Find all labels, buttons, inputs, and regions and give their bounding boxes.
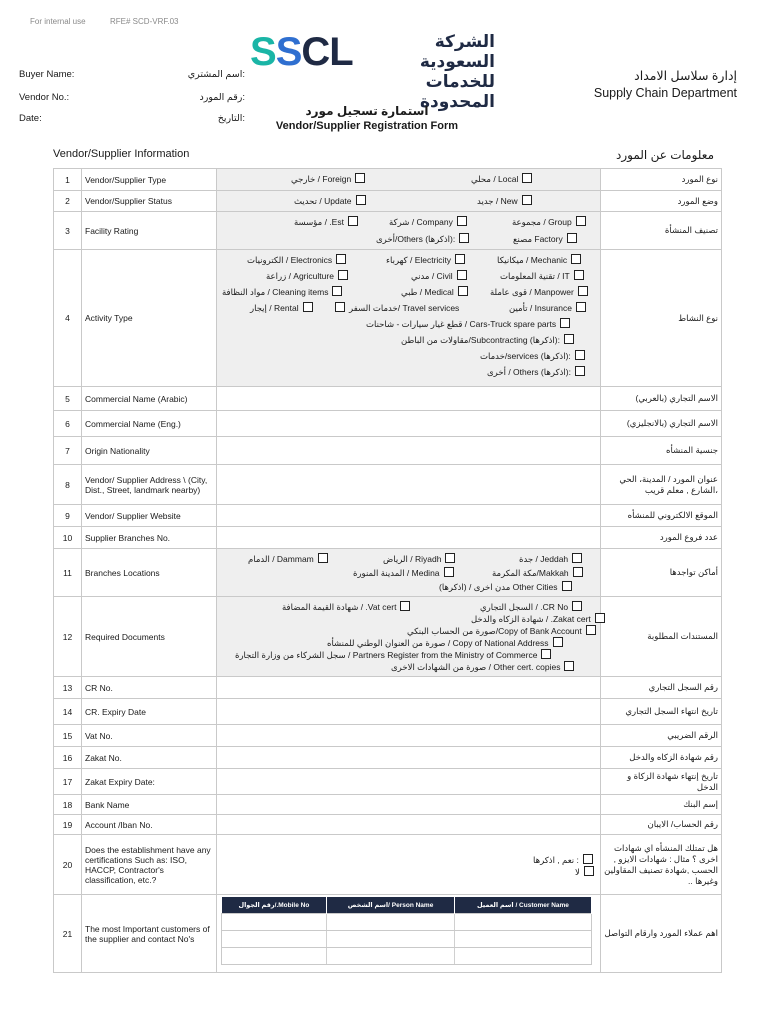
table-row [54, 465, 722, 505]
activity-type-options [217, 250, 601, 387]
date-label: Date: [19, 113, 42, 124]
option-mechanic-label: ميكانيكا / Mechanic [497, 255, 568, 265]
checkbox-carparts[interactable] [560, 318, 570, 328]
row-number: 17 [54, 769, 82, 795]
row-number: 20 [54, 835, 82, 895]
option-civil[interactable] [411, 270, 467, 282]
option-cert-no-label: لا [575, 867, 580, 877]
checkbox-est[interactable] [348, 216, 358, 226]
option-mechanic[interactable] [497, 254, 581, 266]
option-carparts-label: قطع غيار سيارات - شاحنات / Cars-Truck spare parts [366, 319, 557, 329]
checkbox-cert-no[interactable] [584, 866, 594, 876]
checkbox-new[interactable] [522, 195, 532, 205]
row-number: 1 [54, 169, 82, 191]
option-activity-others[interactable] [487, 366, 585, 378]
form-title-en: Vendor/Supplier Registration Form [275, 120, 459, 132]
row-label-en: The most Important customers of the supplier and contact No's [82, 895, 217, 973]
checkbox-services[interactable] [575, 350, 585, 360]
table-row [54, 169, 722, 191]
table-row [54, 725, 722, 747]
table-row [54, 549, 722, 597]
form-reference: RFE# SCD-VRF.03 [110, 17, 179, 26]
row-label-ar: تاريخ انتهاء السجل التجاري [601, 699, 722, 725]
required-documents-options [217, 597, 601, 677]
option-insurance[interactable] [509, 302, 586, 314]
department-name-en: Supply Chain Department [593, 86, 737, 100]
option-bank-account-label: صورة من الحساب البنكي/Copy of Bank Account [407, 626, 582, 636]
row-label-en: Activity Type [82, 250, 217, 387]
option-electronics[interactable] [247, 254, 346, 266]
option-activity-others-label: أخرى / Others (اذكرها): [487, 367, 571, 377]
row-label-en: Branches Locations [82, 549, 217, 597]
row-label-en: Does the establishment have any certifications Such as: ISO, HACCP, Contractor's classification, etc.? [82, 835, 217, 895]
row-number: 21 [54, 895, 82, 973]
table-row [54, 250, 722, 387]
row-label-ar: وضع المورد [601, 191, 722, 212]
row-label-ar: هل تمتلك المنشأه اي شهادات اخرى ؟ مثال : شهادات الايزو , الحسب ,شهادة تصنيف المقاولين وغيرها .. [601, 835, 722, 895]
row-number: 7 [54, 437, 82, 465]
row-label-ar: رقم السجل التجاري [601, 677, 722, 699]
option-company-label: شركة / Company [389, 217, 453, 227]
row-number: 4 [54, 250, 82, 387]
table-row [54, 597, 722, 677]
option-medina-label: المدينة المنورة / Medina [353, 568, 440, 578]
option-partners-register-label: سجل الشركاء من وزارة التجارة / Partners Register from the Ministry of Commerce [235, 650, 538, 660]
table-row [54, 815, 722, 835]
row-label-ar: الموقع الالكتروني للمنشأه [601, 505, 722, 527]
row-number: 8 [54, 465, 82, 505]
vat-no-field[interactable] [217, 725, 601, 747]
customer-row [222, 931, 592, 948]
option-riyadh-label: الرياض / Riyadh [383, 554, 442, 564]
person-input[interactable] [327, 948, 455, 965]
row-label-ar: جنسية المنشأه [601, 437, 722, 465]
option-insurance-label: تأمين / Insurance [509, 303, 572, 313]
option-cert-no[interactable] [575, 866, 594, 878]
row-label-ar: عنوان المورد / المدينة، الحي ،الشارع , معلم قريب [601, 465, 722, 505]
checkbox-company[interactable] [457, 216, 467, 226]
col-customer: اسم العميل / Customer Name [454, 897, 591, 914]
row-label-ar: الاسم التجاري (بالانجليزي) [601, 411, 722, 437]
iban-field[interactable] [217, 815, 601, 835]
option-manpower[interactable] [490, 286, 588, 298]
option-other-cities[interactable] [439, 581, 572, 593]
option-subcontracting[interactable] [401, 334, 574, 346]
company-name-arabic [355, 32, 495, 112]
table-row [54, 437, 722, 465]
option-it[interactable] [500, 270, 584, 282]
row-label-ar: نوع المورد [601, 169, 722, 191]
option-medina[interactable] [353, 567, 454, 579]
section-title-en: Vendor/Supplier Information [53, 148, 190, 160]
checkbox-activity-others[interactable] [575, 366, 585, 376]
table-row [54, 411, 722, 437]
row-label-ar: اهم عملاء المورد وارقام التواصل [601, 895, 722, 973]
option-local-label: محلي / Local [471, 174, 519, 184]
row-label-en: Zakat Expiry Date: [82, 769, 217, 795]
customers-cell [217, 895, 601, 973]
option-agriculture-label: زراعة / Agriculture [266, 271, 334, 281]
table-row [54, 212, 722, 250]
checkbox-subcontracting[interactable] [564, 334, 574, 344]
option-others[interactable] [376, 233, 469, 245]
row-number: 9 [54, 505, 82, 527]
option-medical-label: طبي / Medical [401, 287, 454, 297]
row-label-en: Vendor/ Supplier Website [82, 505, 217, 527]
checkbox-manpower[interactable] [578, 286, 588, 296]
table-row [54, 677, 722, 699]
address-field[interactable] [217, 465, 601, 505]
table-row [54, 769, 722, 795]
row-label-en: Vat No. [82, 725, 217, 747]
row-label-ar: إسم البنك [601, 795, 722, 815]
option-vat-cert[interactable] [282, 601, 410, 613]
option-bank-account[interactable] [407, 625, 596, 637]
row-number: 14 [54, 699, 82, 725]
checkbox-dammam[interactable] [318, 553, 328, 563]
checkbox-foreign[interactable] [355, 173, 365, 183]
option-civil-label: مدني / Civil [411, 271, 453, 281]
checkbox-local[interactable] [522, 173, 532, 183]
origin-nationality-field[interactable] [217, 437, 601, 465]
vendor-status-options [217, 191, 601, 212]
option-group-label: مجموعة / Group [512, 217, 572, 227]
row-label-en: Vendor/Supplier Status [82, 191, 217, 212]
row-label-ar: الاسم التجاري (بالعربي) [601, 387, 722, 411]
row-label-en: Vendor/Supplier Type [82, 169, 217, 191]
customer-input[interactable] [454, 931, 591, 948]
checkbox-national-address[interactable] [553, 637, 563, 647]
option-company[interactable] [389, 216, 467, 228]
internal-use-label: For internal use [30, 17, 86, 26]
checkbox-medical[interactable] [458, 286, 468, 296]
row-label-en: CR No. [82, 677, 217, 699]
row-label-ar: تاريخ إنتهاء شهادة الزكاة و الدخل [601, 769, 722, 795]
option-travel-label: خدمات السفر/ Travel services [349, 303, 460, 313]
option-update-label: تحديث / Update [294, 196, 352, 206]
row-label-ar: المستندات المطلوبة [601, 597, 722, 677]
checkbox-mechanic[interactable] [571, 254, 581, 264]
row-label-en: Origin Nationality [82, 437, 217, 465]
option-other-certs-label: صورة من الشهادات الاخرى / Other cert. copies [391, 662, 561, 672]
row-number: 11 [54, 549, 82, 597]
option-vat-cert-label: شهادة القيمة المضافة / .Vat cert [282, 602, 397, 612]
table-row [54, 835, 722, 895]
checkbox-update[interactable] [356, 195, 366, 205]
table-row [54, 895, 722, 973]
option-est-label: مؤسسة / .Est [294, 217, 344, 227]
option-dammam[interactable] [248, 553, 328, 565]
cr-no-field[interactable] [217, 677, 601, 699]
company-name-line1: الشركة السعودية [419, 32, 495, 71]
table-row [54, 387, 722, 411]
option-national-address-label: صورة من العنوان الوطني للمنشأه / Copy of National Address [327, 638, 549, 648]
date-label-ar: التاريخ: [217, 113, 245, 124]
cr-expiry-field[interactable] [217, 699, 601, 725]
person-input[interactable] [327, 931, 455, 948]
option-rental-label: إيجار / Rental [250, 303, 299, 313]
option-cert-yes[interactable] [533, 854, 593, 866]
option-other-certs[interactable] [391, 661, 574, 673]
company-logo: SSCL [250, 30, 353, 74]
option-other-cities-label: مدن اخرى / (اذكرها) Other Cities [439, 582, 558, 592]
company-name-line2: للخدمات المحدودة [419, 72, 495, 111]
website-field[interactable] [217, 505, 601, 527]
vendor-no-label-ar: رقم المورد: [199, 92, 245, 103]
checkbox-medina[interactable] [444, 567, 454, 577]
option-services-label: خدمات/services (اذكرها): [480, 351, 571, 361]
buyer-name-label: Buyer Name: [19, 69, 75, 80]
vendor-info-table [53, 168, 722, 973]
option-cr-no-label: السجل التجاري / .CR No [480, 602, 569, 612]
buyer-name-label-ar: اسم المشتري: [187, 69, 245, 80]
checkbox-it[interactable] [574, 270, 584, 280]
checkbox-other-certs[interactable] [564, 661, 574, 671]
option-update[interactable] [294, 195, 366, 207]
mobile-input[interactable] [222, 914, 327, 931]
row-label-en: Facility Rating [82, 212, 217, 250]
option-carparts[interactable] [366, 318, 570, 330]
commercial-name-ar-field[interactable] [217, 387, 601, 411]
row-number: 2 [54, 191, 82, 212]
mobile-input[interactable] [222, 931, 327, 948]
row-number: 15 [54, 725, 82, 747]
row-label-ar: الرقم الضريبي [601, 725, 722, 747]
checkbox-riyadh[interactable] [445, 553, 455, 563]
option-factory-label: مصنع Factory [513, 234, 563, 244]
checkbox-travel[interactable] [335, 302, 345, 312]
branches-no-field[interactable] [217, 527, 601, 549]
checkbox-insurance[interactable] [576, 302, 586, 312]
option-manpower-label: قوى عاملة / Manpower [490, 287, 574, 297]
customer-row [222, 914, 592, 931]
row-label-en: Required Documents [82, 597, 217, 677]
commercial-name-en-field[interactable] [217, 411, 601, 437]
col-mobile: رقم الجوال/.Mobile No [222, 897, 327, 914]
row-label-en: CR. Expiry Date [82, 699, 217, 725]
option-jeddah-label: جدة / Jeddah [519, 554, 569, 564]
row-label-ar: عدد فروع المورد [601, 527, 722, 549]
option-riyadh[interactable] [383, 553, 455, 565]
option-subcontracting-label: مقاولات من الباطن/Subcontracting (اذكرها): [401, 335, 560, 345]
option-factory[interactable] [513, 233, 577, 245]
option-cleaning[interactable] [222, 286, 342, 298]
section-title-ar: معلومات عن المورد [616, 148, 714, 162]
col-person: اسم الشخص/ Person Name [327, 897, 455, 914]
checkbox-partners-register[interactable] [541, 649, 551, 659]
checkbox-civil[interactable] [457, 270, 467, 280]
option-cr-no[interactable] [480, 601, 582, 613]
option-local[interactable] [471, 173, 532, 185]
checkbox-group[interactable] [576, 216, 586, 226]
row-number: 5 [54, 387, 82, 411]
option-travel[interactable] [335, 302, 459, 314]
option-medical[interactable] [401, 286, 468, 298]
option-rental[interactable] [250, 302, 313, 314]
checkbox-others[interactable] [459, 233, 469, 243]
row-label-en: Commercial Name (Arabic) [82, 387, 217, 411]
row-label-ar: رقم شهادة الزكاه والدخل [601, 747, 722, 769]
option-foreign[interactable] [291, 173, 365, 185]
certifications-options [217, 835, 601, 895]
row-number: 19 [54, 815, 82, 835]
row-label-en: Bank Name [82, 795, 217, 815]
option-cleaning-label: مواد النظافة / Cleaning items [222, 287, 329, 297]
option-est[interactable] [294, 216, 358, 228]
mobile-input[interactable] [222, 948, 327, 965]
checkbox-cleaning[interactable] [332, 286, 342, 296]
checkbox-jeddah[interactable] [572, 553, 582, 563]
row-number: 18 [54, 795, 82, 815]
option-makkah[interactable] [492, 567, 583, 579]
option-zakat-cert[interactable] [471, 613, 605, 625]
row-label-en: Vendor/ Supplier Address \ (City, Dist., Street, landmark nearby) [82, 465, 217, 505]
checkbox-vat-cert[interactable] [400, 601, 410, 611]
department-name-ar: إدارة سلاسل الامداد [634, 69, 737, 83]
table-row [54, 699, 722, 725]
option-new[interactable] [477, 195, 532, 207]
vendor-no-label: Vendor No.: [19, 92, 70, 103]
row-label-ar: أماكن تواجدها [601, 549, 722, 597]
table-row [54, 505, 722, 527]
option-new-label: جديد / New [477, 196, 518, 206]
facility-rating-options [217, 212, 601, 250]
customer-input[interactable] [454, 914, 591, 931]
zakat-expiry-field[interactable] [217, 769, 601, 795]
option-makkah-label: مكة المكرمة/Makkah [492, 568, 569, 578]
checkbox-electronics[interactable] [336, 254, 346, 264]
checkbox-cr-no[interactable] [572, 601, 582, 611]
row-number: 6 [54, 411, 82, 437]
customer-input[interactable] [454, 948, 591, 965]
row-label-ar: تصنيف المنشأة [601, 212, 722, 250]
checkbox-zakat-cert[interactable] [595, 613, 605, 623]
row-number: 12 [54, 597, 82, 677]
bank-name-field[interactable] [217, 795, 601, 815]
row-label-en: Account /Iban No. [82, 815, 217, 835]
customer-row [222, 948, 592, 965]
option-services[interactable] [480, 350, 585, 362]
option-foreign-label: خارجي / Foreign [291, 174, 352, 184]
row-number: 3 [54, 212, 82, 250]
table-row [54, 527, 722, 549]
option-it-label: تقنية المعلومات / IT [500, 271, 570, 281]
row-number: 16 [54, 747, 82, 769]
option-dammam-label: الدمام / Dammam [248, 554, 314, 564]
row-number: 13 [54, 677, 82, 699]
checkbox-other-cities[interactable] [562, 581, 572, 591]
table-row [54, 795, 722, 815]
option-others-label: أخرى/Others (اذكرها): [376, 234, 456, 244]
zakat-no-field[interactable] [217, 747, 601, 769]
option-national-address[interactable] [327, 637, 563, 649]
vendor-type-options [217, 169, 601, 191]
checkbox-factory[interactable] [567, 233, 577, 243]
option-electricity-label: كهرباء / Electricity [386, 255, 452, 265]
form-title-ar: استمارة تسجيل مورد [305, 104, 429, 118]
row-label-en: Supplier Branches No. [82, 527, 217, 549]
option-electronics-label: الكترونيات / Electronics [247, 255, 333, 265]
row-label-en: Commercial Name (Eng.) [82, 411, 217, 437]
checkbox-agriculture[interactable] [338, 270, 348, 280]
option-cert-yes-label: نعم , اذكرها : [533, 855, 579, 865]
customers-table [221, 897, 592, 965]
checkbox-electricity[interactable] [455, 254, 465, 264]
table-row [54, 191, 722, 212]
branches-locations-options [217, 549, 601, 597]
option-agriculture[interactable] [266, 270, 348, 282]
table-row [54, 747, 722, 769]
option-group[interactable] [512, 216, 586, 228]
option-jeddah[interactable] [519, 553, 582, 565]
row-label-en: Zakat No. [82, 747, 217, 769]
row-number: 10 [54, 527, 82, 549]
checkbox-bank-account[interactable] [586, 625, 596, 635]
option-electricity[interactable] [386, 254, 465, 266]
checkbox-rental[interactable] [303, 302, 313, 312]
checkbox-cert-yes[interactable] [583, 854, 593, 864]
person-input[interactable] [327, 914, 455, 931]
option-zakat-cert-label: شهادة الزكاه والدخل / .Zakat cert [471, 614, 591, 624]
checkbox-makkah[interactable] [573, 567, 583, 577]
row-label-ar: نوع النشاط [601, 250, 722, 387]
option-partners-register[interactable] [235, 649, 551, 661]
row-label-ar: رقم الحساب/ الايبان [601, 815, 722, 835]
